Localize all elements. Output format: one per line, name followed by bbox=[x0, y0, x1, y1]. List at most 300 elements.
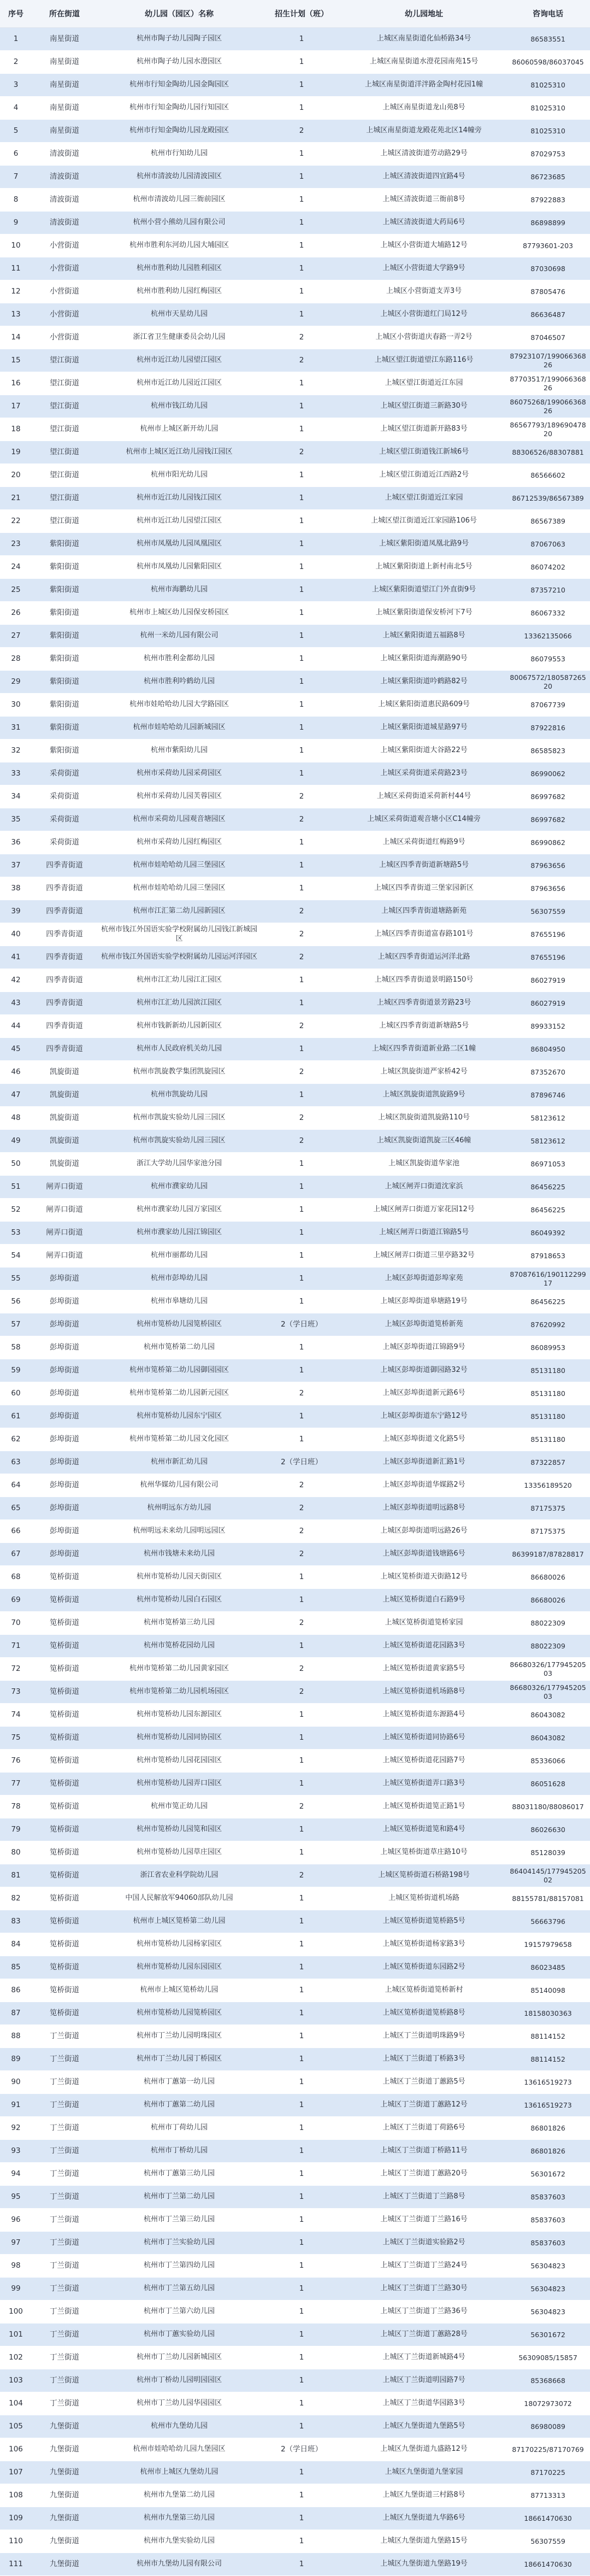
cell-index: 66 bbox=[0, 1520, 32, 1543]
cell-name: 杭州市笕正幼儿园 bbox=[97, 1795, 261, 1818]
cell-street: 笕桥街道 bbox=[32, 1704, 97, 1727]
cell-address: 上城区小营街道大埔路12号 bbox=[342, 234, 506, 257]
cell-plan: 1 bbox=[261, 1199, 342, 1222]
cell-plan: 1 bbox=[261, 487, 342, 510]
table-row bbox=[0, 2163, 590, 2186]
cell-street: 笕桥街道 bbox=[32, 1681, 97, 1704]
cell-name: 杭州市陶子幼儿园水澄园区 bbox=[97, 51, 261, 74]
cell-name: 杭州市钱江外国语实验学校附属幼儿园钱江新城园区 bbox=[97, 923, 261, 946]
table-row bbox=[0, 1566, 590, 1589]
cell-index: 107 bbox=[0, 2461, 32, 2484]
cell-name: 杭州市凯旋实验幼儿园三园区 bbox=[97, 1107, 261, 1130]
cell-plan: 2 bbox=[261, 1520, 342, 1543]
cell-plan: 1 bbox=[261, 1153, 342, 1176]
table-row bbox=[0, 1268, 590, 1290]
cell-address: 上城区清波街道四宜路4号 bbox=[342, 166, 506, 189]
cell-phone: 58123612 bbox=[506, 1107, 590, 1130]
cell-name: 杭州明远东方幼儿园 bbox=[97, 1497, 261, 1520]
cell-index: 109 bbox=[0, 2507, 32, 2530]
cell-phone: 85140098 bbox=[506, 1979, 590, 2002]
cell-phone: 19157979658 bbox=[506, 1933, 590, 1956]
cell-plan: 1 bbox=[261, 2346, 342, 2369]
cell-index: 74 bbox=[0, 1704, 32, 1727]
cell-address: 上城区南星街道洋泮路金陶村花园1幢 bbox=[342, 74, 506, 97]
table-row bbox=[0, 1222, 590, 1245]
cell-plan: 1 bbox=[261, 1933, 342, 1956]
table-row bbox=[0, 877, 590, 900]
cell-name: 杭州华媒幼儿园有限公司 bbox=[97, 1474, 261, 1497]
cell-street: 紫阳街道 bbox=[32, 625, 97, 648]
cell-name: 杭州市九堡幼儿园有限公司 bbox=[97, 2553, 261, 2576]
cell-plan: 1 bbox=[261, 625, 342, 648]
cell-name: 杭州市笕桥幼儿园草庄园区 bbox=[97, 1841, 261, 1864]
cell-plan: 1 bbox=[261, 2461, 342, 2484]
cell-address: 上城区丁兰街道丁桥路3号 bbox=[342, 2048, 506, 2071]
cell-name: 杭州市笕桥幼儿园笕和园区 bbox=[97, 1818, 261, 1841]
cell-plan: 1 bbox=[261, 2301, 342, 2323]
cell-name: 杭州市钱塘未来幼儿园 bbox=[97, 1543, 261, 1566]
cell-index: 2 bbox=[0, 51, 32, 74]
cell-phone: 85837603 bbox=[506, 2232, 590, 2255]
cell-phone: 86027919 bbox=[506, 969, 590, 992]
cell-plan: 1 bbox=[261, 303, 342, 326]
cell-index: 37 bbox=[0, 854, 32, 877]
table-row bbox=[0, 1704, 590, 1727]
cell-name: 杭州市采荷幼儿园观音塘园区 bbox=[97, 808, 261, 831]
cell-street: 紫阳街道 bbox=[32, 740, 97, 762]
cell-plan: 1 bbox=[261, 2369, 342, 2392]
cell-address: 上城区彭埠街道彭埠家苑 bbox=[342, 1268, 506, 1290]
cell-plan: 1 bbox=[261, 533, 342, 556]
cell-name: 杭州市丽都幼儿园 bbox=[97, 1245, 261, 1268]
cell-index: 39 bbox=[0, 900, 32, 923]
cell-address: 上城区丁兰街道丁桥路11号 bbox=[342, 2140, 506, 2163]
cell-address: 上城区闸弄口街道万家花园12号 bbox=[342, 1199, 506, 1222]
table-row bbox=[0, 579, 590, 602]
cell-street: 望江街道 bbox=[32, 418, 97, 441]
cell-phone: 86585823 bbox=[506, 740, 590, 762]
table-row bbox=[0, 694, 590, 717]
cell-plan: 1 bbox=[261, 2071, 342, 2094]
cell-address: 上城区南星街道龙殿花苑北区14幢旁 bbox=[342, 120, 506, 143]
cell-plan: 1 bbox=[261, 1268, 342, 1290]
cell-phone: 56304823 bbox=[506, 2255, 590, 2278]
cell-index: 85 bbox=[0, 1956, 32, 1979]
cell-name: 杭州市上城区新开幼儿园 bbox=[97, 418, 261, 441]
cell-index: 22 bbox=[0, 510, 32, 533]
cell-plan: 1 bbox=[261, 2163, 342, 2186]
cell-index: 44 bbox=[0, 1015, 32, 1038]
cell-name: 杭州市笕桥第二幼儿园 bbox=[97, 1336, 261, 1359]
cell-name: 杭州市濮家幼儿园 bbox=[97, 1176, 261, 1199]
cell-address: 上城区闸弄口街道三里亭路32号 bbox=[342, 1245, 506, 1268]
cell-street: 彭埠街道 bbox=[32, 1336, 97, 1359]
table-row bbox=[0, 533, 590, 556]
cell-index: 94 bbox=[0, 2163, 32, 2186]
cell-address: 上城区笕桥街道同协路6号 bbox=[342, 1727, 506, 1750]
cell-address: 上城区笕桥街道石桥路198号 bbox=[342, 1864, 506, 1887]
cell-plan: 1 bbox=[261, 1887, 342, 1910]
table-row bbox=[0, 1107, 590, 1130]
cell-street: 闸弄口街道 bbox=[32, 1245, 97, 1268]
cell-phone: 87963656 bbox=[506, 877, 590, 900]
cell-index: 102 bbox=[0, 2346, 32, 2369]
cell-index: 88 bbox=[0, 2025, 32, 2048]
cell-plan: 1 bbox=[261, 1910, 342, 1933]
table-row bbox=[0, 1359, 590, 1382]
cell-phone: 87713313 bbox=[506, 2484, 590, 2507]
cell-phone: 86680326/17794520503 bbox=[506, 1658, 590, 1681]
cell-plan: 1 bbox=[261, 2232, 342, 2255]
cell-plan: 1 bbox=[261, 877, 342, 900]
cell-plan: 1 bbox=[261, 1428, 342, 1451]
cell-plan: 1 bbox=[261, 1841, 342, 1864]
cell-address: 上城区紫阳街道凤凰北路9号 bbox=[342, 533, 506, 556]
cell-address: 上城区望江街道新开路83号 bbox=[342, 418, 506, 441]
cell-phone: 86980089 bbox=[506, 2415, 590, 2438]
cell-name: 浙江省卫生健康委员会幼儿园 bbox=[97, 326, 261, 349]
cell-plan: 2 bbox=[261, 1612, 342, 1635]
cell-name: 杭州市笕桥幼儿园弄口园区 bbox=[97, 1773, 261, 1795]
cell-name: 杭州市凯旋教学集团凯旋园区 bbox=[97, 1061, 261, 1084]
cell-phone: 86456225 bbox=[506, 1176, 590, 1199]
table-row bbox=[0, 349, 590, 372]
cell-name: 杭州一米幼儿园有限公司 bbox=[97, 625, 261, 648]
cell-street: 丁兰街道 bbox=[32, 2140, 97, 2163]
table-row bbox=[0, 1405, 590, 1428]
table-row bbox=[0, 1038, 590, 1061]
cell-name: 杭州市凤凰幼儿园凤凰园区 bbox=[97, 533, 261, 556]
cell-plan: 2 bbox=[261, 1864, 342, 1887]
cell-plan: 1 bbox=[261, 648, 342, 671]
cell-address: 上城区丁兰街道明园路7号 bbox=[342, 2369, 506, 2392]
table-body bbox=[0, 28, 590, 2576]
cell-plan: 1 bbox=[261, 2392, 342, 2415]
cell-address: 上城区采荷街道采荷新村44号 bbox=[342, 785, 506, 808]
cell-index: 58 bbox=[0, 1336, 32, 1359]
cell-address: 上城区彭埠街道皋塘路19号 bbox=[342, 1290, 506, 1313]
cell-name: 杭州市笕桥幼儿园笕桥园区 bbox=[97, 1313, 261, 1336]
cell-plan: 1 bbox=[261, 1290, 342, 1313]
cell-plan: 1 bbox=[261, 1245, 342, 1268]
table-row bbox=[0, 418, 590, 441]
cell-name: 杭州小营小熊幼儿园有限公司 bbox=[97, 212, 261, 234]
cell-name: 杭州市丁桥幼儿园明园园区 bbox=[97, 2369, 261, 2392]
table-row bbox=[0, 2071, 590, 2094]
cell-phone: 86404145/17794520502 bbox=[506, 1864, 590, 1887]
cell-index: 3 bbox=[0, 74, 32, 97]
cell-name: 杭州市娃哈哈幼儿园大学路园区 bbox=[97, 694, 261, 717]
cell-phone: 87175375 bbox=[506, 1520, 590, 1543]
cell-name: 杭州市行知金陶幼儿园龙殿园区 bbox=[97, 120, 261, 143]
cell-index: 49 bbox=[0, 1130, 32, 1153]
cell-index: 31 bbox=[0, 717, 32, 740]
table-row bbox=[0, 1290, 590, 1313]
cell-plan: 1 bbox=[261, 1727, 342, 1750]
cell-name: 杭州市钱新新幼儿园新园区 bbox=[97, 1015, 261, 1038]
cell-plan: 1 bbox=[261, 418, 342, 441]
table-row bbox=[0, 1658, 590, 1681]
cell-phone: 58123612 bbox=[506, 1130, 590, 1153]
table-row bbox=[0, 762, 590, 785]
cell-phone: 87923107/19906636826 bbox=[506, 349, 590, 372]
table-row bbox=[0, 28, 590, 51]
cell-index: 79 bbox=[0, 1818, 32, 1841]
cell-index: 51 bbox=[0, 1176, 32, 1199]
cell-plan: 2 bbox=[261, 441, 342, 464]
cell-name: 杭州市丁兰幼儿园明珠园区 bbox=[97, 2025, 261, 2048]
cell-index: 75 bbox=[0, 1727, 32, 1750]
cell-index: 70 bbox=[0, 1612, 32, 1635]
cell-address: 上城区小营街道庆春路一弄2号 bbox=[342, 326, 506, 349]
table-row bbox=[0, 372, 590, 395]
cell-street: 四季青街道 bbox=[32, 923, 97, 946]
cell-name: 杭州市行知幼儿园 bbox=[97, 143, 261, 166]
cell-plan: 1 bbox=[261, 2209, 342, 2232]
cell-name: 杭州市人民政府机关幼儿园 bbox=[97, 1038, 261, 1061]
cell-index: 90 bbox=[0, 2071, 32, 2094]
table-row bbox=[0, 2094, 590, 2117]
cell-name: 杭州市上城区近江幼儿园钱江园区 bbox=[97, 441, 261, 464]
cell-plan: 2 bbox=[261, 1061, 342, 1084]
cell-index: 89 bbox=[0, 2048, 32, 2071]
cell-index: 45 bbox=[0, 1038, 32, 1061]
cell-name: 杭州市娃哈哈幼儿园三堡园区 bbox=[97, 877, 261, 900]
cell-name: 杭州市紫阳幼儿园 bbox=[97, 740, 261, 762]
cell-street: 紫阳街道 bbox=[32, 671, 97, 694]
cell-name: 杭州市采荷幼儿园芙蓉园区 bbox=[97, 785, 261, 808]
cell-plan: 2 bbox=[261, 120, 342, 143]
cell-street: 小营街道 bbox=[32, 257, 97, 280]
cell-plan: 2 bbox=[261, 1795, 342, 1818]
cell-street: 彭埠街道 bbox=[32, 1382, 97, 1405]
cell-address: 上城区凯旋街道凯旋路110号 bbox=[342, 1107, 506, 1130]
cell-phone: 86680026 bbox=[506, 1566, 590, 1589]
cell-phone: 86026630 bbox=[506, 1818, 590, 1841]
cell-address: 上城区九堡街道三村路8号 bbox=[342, 2484, 506, 2507]
cell-phone: 87805476 bbox=[506, 280, 590, 303]
cell-plan: 1 bbox=[261, 2140, 342, 2163]
cell-phone: 86723685 bbox=[506, 166, 590, 189]
table-row bbox=[0, 1130, 590, 1153]
table-row bbox=[0, 166, 590, 189]
cell-street: 笕桥街道 bbox=[32, 1864, 97, 1887]
cell-street: 九堡街道 bbox=[32, 2553, 97, 2576]
cell-phone: 81025310 bbox=[506, 97, 590, 120]
cell-phone: 86680326/17794520503 bbox=[506, 1681, 590, 1704]
cell-index: 8 bbox=[0, 189, 32, 212]
cell-street: 紫阳街道 bbox=[32, 533, 97, 556]
cell-phone: 86567793/18969047820 bbox=[506, 418, 590, 441]
table-row bbox=[0, 648, 590, 671]
cell-address: 上城区丁兰街道明珠路9号 bbox=[342, 2025, 506, 2048]
cell-phone: 18072973072 bbox=[506, 2392, 590, 2415]
cell-name: 杭州市笕桥第二幼儿园文化园区 bbox=[97, 1428, 261, 1451]
cell-phone: 86043082 bbox=[506, 1727, 590, 1750]
cell-address: 上城区凯旋街道严家桥42号 bbox=[342, 1061, 506, 1084]
table-row bbox=[0, 2346, 590, 2369]
cell-phone: 87087616/19011229917 bbox=[506, 1268, 590, 1290]
cell-phone: 18661470630 bbox=[506, 2553, 590, 2576]
cell-address: 上城区彭埠街道明远路8号 bbox=[342, 1497, 506, 1520]
cell-plan: 1 bbox=[261, 2048, 342, 2071]
cell-name: 杭州市笕桥第二幼儿园新元园区 bbox=[97, 1382, 261, 1405]
cell-address: 上城区笕桥街道机场路 bbox=[342, 1887, 506, 1910]
cell-phone: 56309085/15857 bbox=[506, 2346, 590, 2369]
cell-index: 24 bbox=[0, 556, 32, 579]
cell-phone: 87357210 bbox=[506, 579, 590, 602]
cell-name: 杭州市丁兰幼儿园华园园区 bbox=[97, 2392, 261, 2415]
cell-street: 丁兰街道 bbox=[32, 2323, 97, 2346]
cell-name: 杭州市清波幼儿园三衙前园区 bbox=[97, 189, 261, 212]
cell-name: 杭州市九堡第二幼儿园 bbox=[97, 2484, 261, 2507]
cell-phone: 86898899 bbox=[506, 212, 590, 234]
cell-phone: 86456225 bbox=[506, 1290, 590, 1313]
cell-address: 上城区丁兰街道丁蕙路20号 bbox=[342, 2163, 506, 2186]
cell-street: 丁兰街道 bbox=[32, 2392, 97, 2415]
cell-address: 上城区四季青街道景明路150号 bbox=[342, 969, 506, 992]
table-row bbox=[0, 1245, 590, 1268]
cell-plan: 1 bbox=[261, 969, 342, 992]
cell-address: 上城区丁兰街道丁蕙路28号 bbox=[342, 2323, 506, 2346]
cell-address: 上城区采荷街道红梅路9号 bbox=[342, 831, 506, 854]
cell-phone: 13362135066 bbox=[506, 625, 590, 648]
cell-index: 99 bbox=[0, 2278, 32, 2301]
cell-index: 52 bbox=[0, 1199, 32, 1222]
cell-index: 11 bbox=[0, 257, 32, 280]
table-row bbox=[0, 1795, 590, 1818]
cell-street: 彭埠街道 bbox=[32, 1313, 97, 1336]
cell-plan: 2 bbox=[261, 1543, 342, 1566]
cell-name: 杭州市濮家幼儿园万家园区 bbox=[97, 1199, 261, 1222]
table-row bbox=[0, 1773, 590, 1795]
cell-index: 1 bbox=[0, 28, 32, 51]
cell-plan: 1 bbox=[261, 257, 342, 280]
cell-phone: 86997682 bbox=[506, 808, 590, 831]
cell-name: 杭州市笕桥幼儿园花园园区 bbox=[97, 1750, 261, 1773]
cell-phone: 87322857 bbox=[506, 1451, 590, 1474]
cell-street: 丁兰街道 bbox=[32, 2209, 97, 2232]
cell-index: 72 bbox=[0, 1658, 32, 1681]
cell-plan: 2 bbox=[261, 900, 342, 923]
cell-index: 32 bbox=[0, 740, 32, 762]
cell-street: 紫阳街道 bbox=[32, 579, 97, 602]
cell-index: 29 bbox=[0, 671, 32, 694]
cell-plan: 1 bbox=[261, 280, 342, 303]
cell-index: 41 bbox=[0, 946, 32, 969]
cell-plan: 1 bbox=[261, 1336, 342, 1359]
cell-plan: 2 bbox=[261, 923, 342, 946]
cell-address: 上城区彭埠街道华媒路2号 bbox=[342, 1474, 506, 1497]
header-index: 序号 bbox=[0, 0, 32, 28]
cell-index: 28 bbox=[0, 648, 32, 671]
table-row bbox=[0, 1887, 590, 1910]
cell-address: 上城区紫阳街道五福路8号 bbox=[342, 625, 506, 648]
cell-index: 10 bbox=[0, 234, 32, 257]
table-row bbox=[0, 1933, 590, 1956]
cell-phone: 86456225 bbox=[506, 1199, 590, 1222]
cell-street: 望江街道 bbox=[32, 464, 97, 487]
cell-phone: 86399187/87828817 bbox=[506, 1543, 590, 1566]
cell-index: 21 bbox=[0, 487, 32, 510]
cell-street: 丁兰街道 bbox=[32, 2117, 97, 2140]
cell-index: 47 bbox=[0, 1084, 32, 1107]
cell-plan: 2 bbox=[261, 946, 342, 969]
cell-address: 上城区南星街道水澄花园南苑15号 bbox=[342, 51, 506, 74]
cell-street: 笕桥街道 bbox=[32, 1979, 97, 2002]
cell-address: 上城区丁兰街道丁兰路8号 bbox=[342, 2186, 506, 2209]
cell-address: 上城区紫阳街道上新村南北5号 bbox=[342, 556, 506, 579]
cell-street: 小营街道 bbox=[32, 280, 97, 303]
cell-plan: 1 bbox=[261, 1084, 342, 1107]
cell-plan: 1 bbox=[261, 1635, 342, 1658]
cell-street: 南星街道 bbox=[32, 74, 97, 97]
cell-plan: 2 bbox=[261, 808, 342, 831]
cell-phone: 87655196 bbox=[506, 946, 590, 969]
cell-index: 105 bbox=[0, 2415, 32, 2438]
table-row bbox=[0, 671, 590, 694]
cell-plan: 1 bbox=[261, 1222, 342, 1245]
cell-plan: 1 bbox=[261, 694, 342, 717]
cell-index: 35 bbox=[0, 808, 32, 831]
cell-address: 上城区彭埠街道东宁路12号 bbox=[342, 1405, 506, 1428]
cell-name: 杭州市丁兰第二幼儿园 bbox=[97, 2186, 261, 2209]
cell-street: 四季青街道 bbox=[32, 1015, 97, 1038]
cell-index: 110 bbox=[0, 2530, 32, 2553]
cell-name: 杭州市上城区幼儿园保安桥园区 bbox=[97, 602, 261, 625]
cell-street: 笕桥街道 bbox=[32, 1750, 97, 1773]
cell-street: 彭埠街道 bbox=[32, 1474, 97, 1497]
cell-address: 上城区小营街道大学路9号 bbox=[342, 257, 506, 280]
cell-plan: 2 bbox=[261, 326, 342, 349]
cell-address: 上城区采荷街道采荷路23号 bbox=[342, 762, 506, 785]
cell-index: 83 bbox=[0, 1910, 32, 1933]
cell-address: 上城区笕桥街道笕桥路5号 bbox=[342, 1910, 506, 1933]
cell-plan: 1 bbox=[261, 2553, 342, 2576]
cell-address: 上城区清波街道劳动路29号 bbox=[342, 143, 506, 166]
cell-address: 上城区丁兰街道实验路2号 bbox=[342, 2232, 506, 2255]
cell-name: 杭州市九堡实验幼儿园 bbox=[97, 2530, 261, 2553]
cell-phone: 88306526/88307881 bbox=[506, 441, 590, 464]
cell-address: 上城区南星街道化仙桥路34号 bbox=[342, 28, 506, 51]
cell-street: 笕桥街道 bbox=[32, 1727, 97, 1750]
table-row bbox=[0, 1336, 590, 1359]
cell-plan: 2 bbox=[261, 785, 342, 808]
table-row bbox=[0, 1520, 590, 1543]
table-row bbox=[0, 2553, 590, 2576]
table-row bbox=[0, 740, 590, 762]
cell-plan: 1 bbox=[261, 2025, 342, 2048]
cell-phone: 87918653 bbox=[506, 1245, 590, 1268]
cell-plan: 1 bbox=[261, 2507, 342, 2530]
cell-name: 杭州市丁兰幼儿园新城园区 bbox=[97, 2346, 261, 2369]
cell-phone: 86990862 bbox=[506, 831, 590, 854]
cell-plan: 1 bbox=[261, 2278, 342, 2301]
table-row bbox=[0, 510, 590, 533]
cell-street: 丁兰街道 bbox=[32, 2255, 97, 2278]
cell-phone: 86990062 bbox=[506, 762, 590, 785]
cell-phone: 87175375 bbox=[506, 1497, 590, 1520]
cell-index: 67 bbox=[0, 1543, 32, 1566]
cell-index: 23 bbox=[0, 533, 32, 556]
cell-plan: 1 bbox=[261, 762, 342, 785]
cell-street: 笕桥街道 bbox=[32, 1658, 97, 1681]
cell-index: 5 bbox=[0, 120, 32, 143]
cell-plan: 1 bbox=[261, 2002, 342, 2025]
cell-name: 杭州市凤凰幼儿园紫阳园区 bbox=[97, 556, 261, 579]
cell-address: 上城区彭埠街道御园路32号 bbox=[342, 1359, 506, 1382]
cell-address: 上城区笕桥街道花园路3号 bbox=[342, 1635, 506, 1658]
